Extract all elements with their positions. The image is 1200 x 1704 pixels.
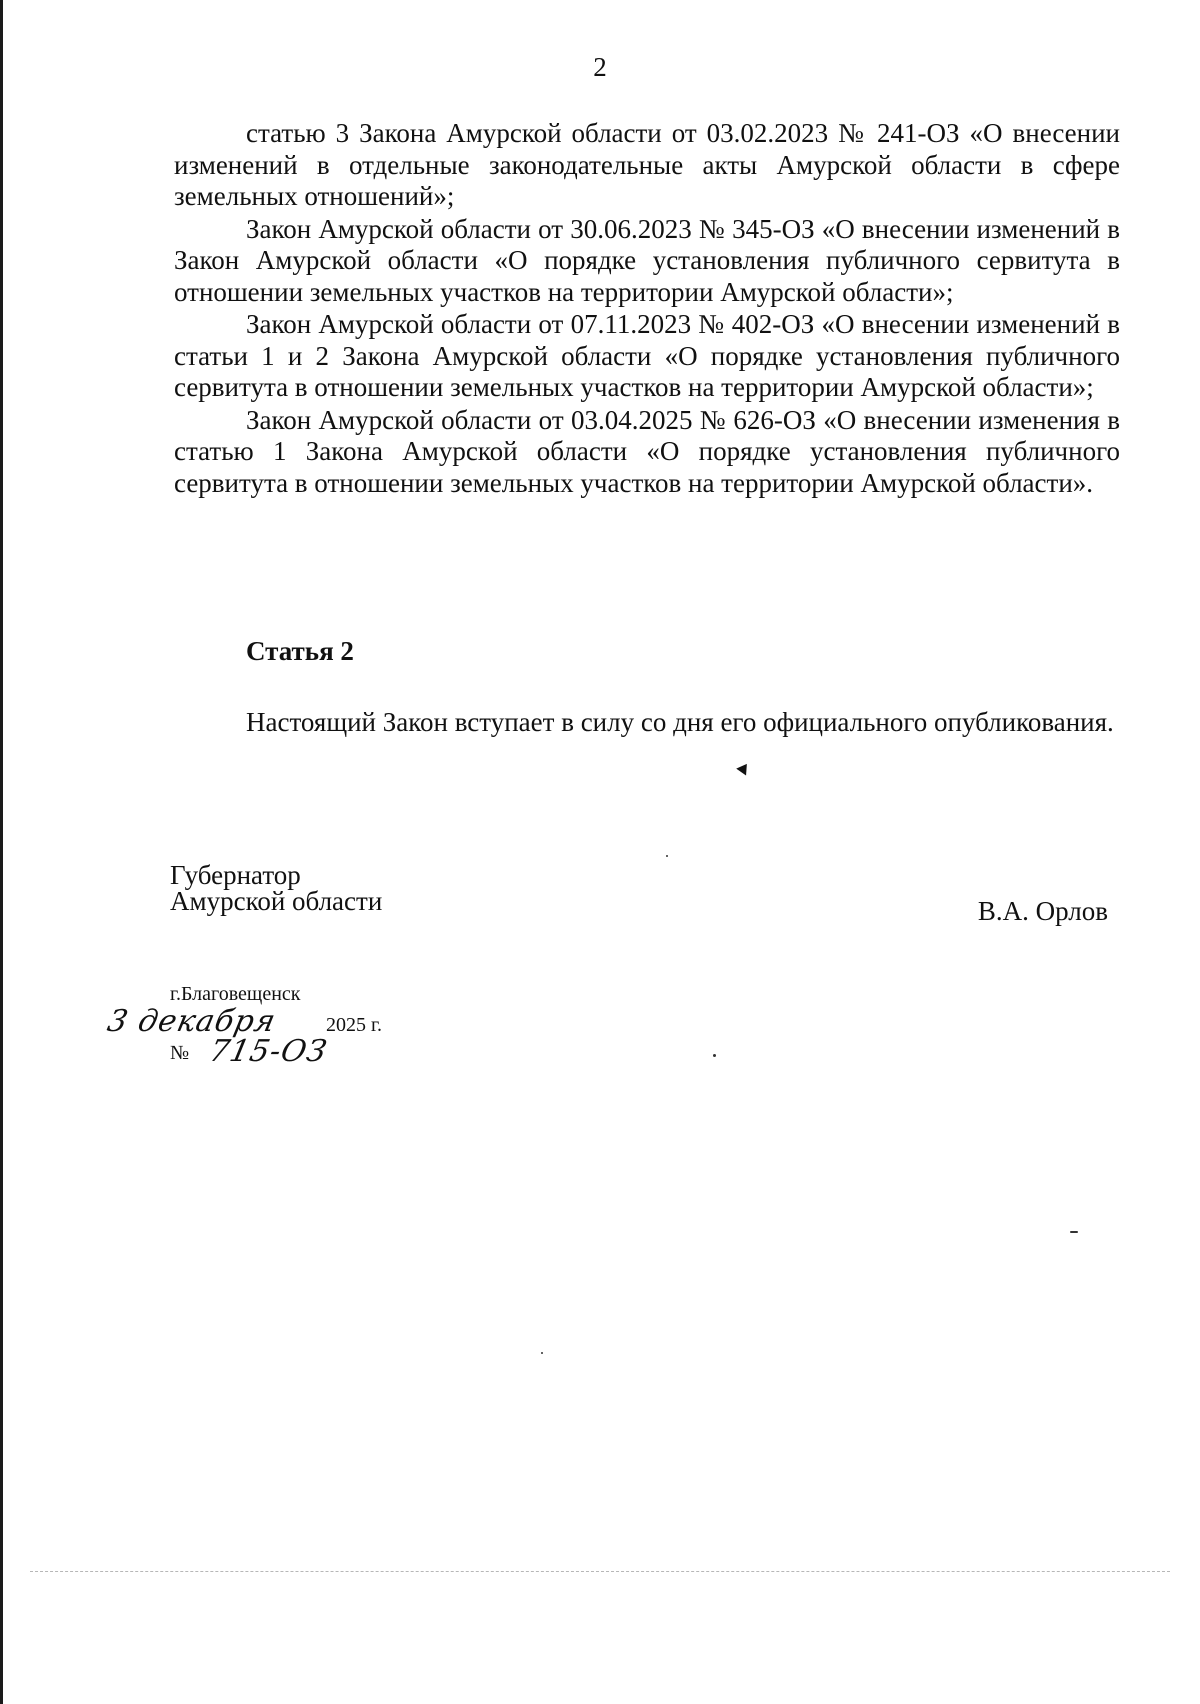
paragraph-2: Закон Амурской области от 30.06.2023 № 345-ОЗ «О внесении изменений в Закон Амурской области «О порядке установления публичного сервитута в отношении земельных участков на территории Амурской области»; (174, 213, 1120, 307)
handwritten-date: 3 декабря (104, 1004, 280, 1039)
position-line-1: Губернатор (170, 860, 301, 890)
handwritten-number: 715-ОЗ (206, 1034, 331, 1069)
scan-speck (1070, 1231, 1078, 1233)
signatory-name: В.А. Орлов (977, 896, 1108, 926)
paragraph-3: Закон Амурской области от 07.11.2023 № 402-ОЗ «О внесении изменений в статьи 1 и 2 Закона Амурской области «О порядке установления публичного сервитута в отношении земельных участков на территории Амурской области»; (174, 309, 1120, 402)
scan-speck (541, 1352, 543, 1354)
amended-laws-list (174, 118, 1120, 500)
issue-year: 2025 г. (326, 1014, 382, 1036)
position-line-2: Амурской области (170, 886, 383, 916)
scan-speck (666, 855, 668, 857)
issue-place: г.Благовещенск (170, 983, 301, 1005)
law-number (170, 1034, 370, 1080)
page-number: 2 (593, 52, 607, 82)
paragraph-1: статью 3 Закона Амурской области от 03.02.2023 № 241-ОЗ «О внесении изменений в отдельные законодательные акты Амурской области в сфере земельных отношений»; (174, 118, 1120, 211)
number-sign: № (170, 1042, 190, 1064)
stray-mark (736, 760, 752, 775)
paragraph-4: Закон Амурской области от 03.04.2025 № 626-ОЗ «О внесении изменения в статью 1 Закона Амурской области «О порядке установления публичного сервитута в отношении земельных участков на территории Амурской области». (174, 404, 1120, 498)
scan-left-edge (0, 0, 3, 1704)
scan-artifact-line (30, 1571, 1170, 1573)
signatory-position (170, 862, 382, 914)
scan-speck (713, 1054, 716, 1057)
article-text: Настоящий Закон вступает в силу со дня его официального опубликования. (246, 707, 1114, 737)
article-heading: Статья 2 (246, 636, 354, 666)
